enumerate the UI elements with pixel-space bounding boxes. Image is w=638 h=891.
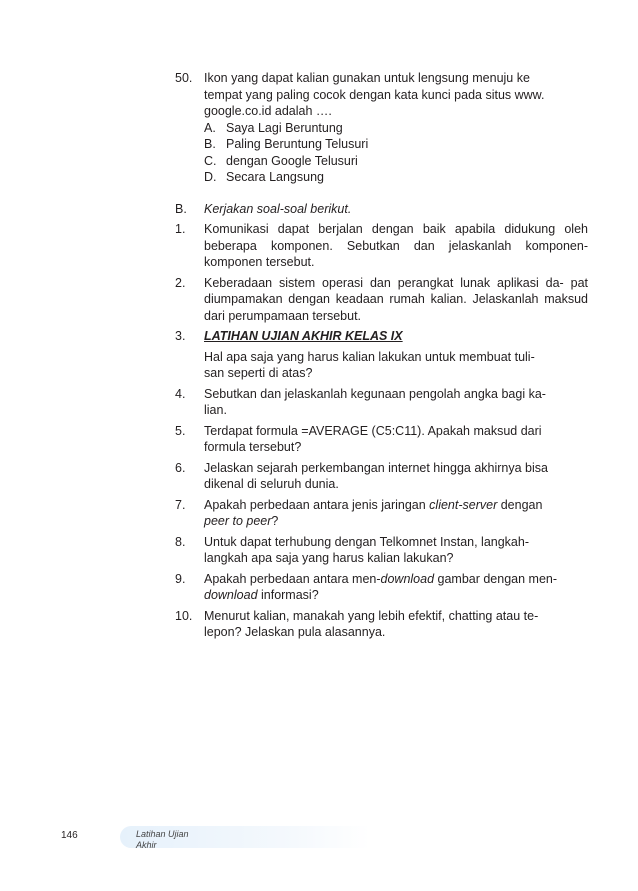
question-body	[204, 70, 588, 186]
page-number: 146	[61, 830, 78, 841]
option-text: Secara Langsung	[226, 170, 324, 184]
essay-question-9	[175, 571, 588, 604]
question-text-line: google.co.id adalah ….	[204, 104, 332, 118]
question-text-line	[204, 587, 588, 604]
italic-term: peer to peer	[204, 514, 272, 528]
essay-question-6	[175, 460, 588, 493]
option-text: Saya Lagi Beruntung	[226, 120, 343, 135]
italic-term: download	[380, 571, 435, 586]
section-b-heading	[175, 201, 588, 218]
footer-label-line: Latihan Ujian	[136, 829, 189, 839]
text-segment: Apakah perbedaan antara jenis jaringan	[204, 497, 430, 512]
text-segment: gambar dengan men-	[434, 571, 558, 586]
question-text-line: dikenal di seluruh dunia.	[204, 477, 339, 491]
footer-chapter-label	[136, 829, 216, 851]
essay-question-3	[175, 328, 588, 382]
question-text-line: Ikon yang dapat kalian gunakan untuk lengsung menuju ke	[204, 71, 530, 85]
question-text: Keberadaan sistem operasi dan perangkat lunak aplikasi da- pat diumpamakan dengan keadaan rumah kalian. Jelaskanlah maksud dari perumpamaan tersebut.	[204, 275, 588, 323]
footer-label-line: Akhir	[136, 840, 157, 850]
question-50	[175, 70, 588, 186]
question-text-line: formula tersebut?	[204, 440, 302, 454]
question-number: 10.	[175, 608, 193, 623]
option-letter: B.	[204, 137, 216, 151]
page-content	[175, 70, 588, 645]
question-body	[204, 534, 588, 567]
option-a	[204, 120, 588, 137]
section-letter: B.	[175, 201, 187, 216]
question-body	[204, 460, 588, 493]
question-text-line: lian.	[204, 403, 227, 417]
italic-term: download	[204, 588, 258, 602]
option-letter: D.	[204, 170, 217, 184]
question-number: 7.	[175, 497, 186, 512]
essay-question-8	[175, 534, 588, 567]
question-text-line	[204, 497, 588, 514]
question-number: 50.	[175, 71, 193, 85]
question-body	[204, 608, 588, 641]
question-body	[204, 328, 588, 382]
italic-term: client-server	[429, 497, 498, 512]
answer-options	[204, 120, 588, 186]
question-body	[204, 423, 588, 456]
option-letter: C.	[204, 153, 217, 168]
question-body	[204, 386, 588, 419]
question-text-line: Jelaskan sejarah perkembangan internet hingga akhirnya bisa	[204, 460, 548, 475]
question-text-line	[204, 513, 588, 530]
question-number: 1.	[175, 222, 186, 236]
question-text-line: san seperti di atas?	[204, 366, 313, 380]
option-b	[204, 136, 588, 153]
question-text-line: langkah apa saja yang harus kalian lakukan?	[204, 551, 454, 565]
example-heading: LATIHAN UJIAN AKHIR KELAS IX	[204, 329, 403, 343]
text-segment: dengan	[497, 497, 543, 512]
essay-question-1	[175, 221, 588, 271]
question-text-line: Untuk dapat terhubung dengan Telkomnet Instan, langkah-	[204, 534, 529, 549]
text-segment: ?	[271, 514, 279, 528]
essay-question-4	[175, 386, 588, 419]
question-text-line: Menurut kalian, manakah yang lebih efektif, chatting atau te-	[204, 608, 539, 623]
option-letter: A.	[204, 120, 216, 135]
option-text: Paling Beruntung Telusuri	[226, 137, 369, 151]
question-number: 4.	[175, 386, 186, 401]
essay-question-10	[175, 608, 588, 641]
question-text-line: tempat yang paling cocok dengan kata kunci pada situs www.	[204, 87, 545, 102]
option-c	[204, 153, 588, 170]
essay-question-2	[175, 275, 588, 325]
question-number: 2.	[175, 275, 186, 290]
question-text-line: lepon? Jelaskan pula alasannya.	[204, 625, 386, 639]
question-number: 8.	[175, 534, 186, 549]
text-segment: Apakah perbedaan antara men-	[204, 571, 381, 586]
question-text: Komunikasi dapat berjalan dengan baik apabila didukung oleh beberapa komponen. Sebutkan dan jelaskanlah komponen-komponen tersebut.	[204, 222, 588, 269]
question-text-line: Terdapat formula =AVERAGE (C5:C11). Apakah maksud dari	[204, 423, 542, 438]
essay-question-7	[175, 497, 588, 530]
question-body	[204, 571, 588, 604]
question-number: 6.	[175, 460, 186, 475]
question-body	[204, 497, 588, 530]
text-segment: informasi?	[257, 588, 319, 602]
section-instruction: Kerjakan soal-soal berikut.	[204, 201, 352, 216]
question-text-line: Sebutkan dan jelaskanlah kegunaan pengolah angka bagi ka-	[204, 386, 546, 401]
question-text-line: Hal apa saja yang harus kalian lakukan untuk membuat tuli-	[204, 349, 535, 364]
question-number: 9.	[175, 571, 186, 586]
question-number: 5.	[175, 423, 186, 438]
question-number: 3.	[175, 329, 186, 343]
question-text-line	[204, 571, 588, 588]
option-text: dengan Google Telusuri	[226, 153, 358, 168]
essay-question-5	[175, 423, 588, 456]
option-d	[204, 169, 588, 186]
